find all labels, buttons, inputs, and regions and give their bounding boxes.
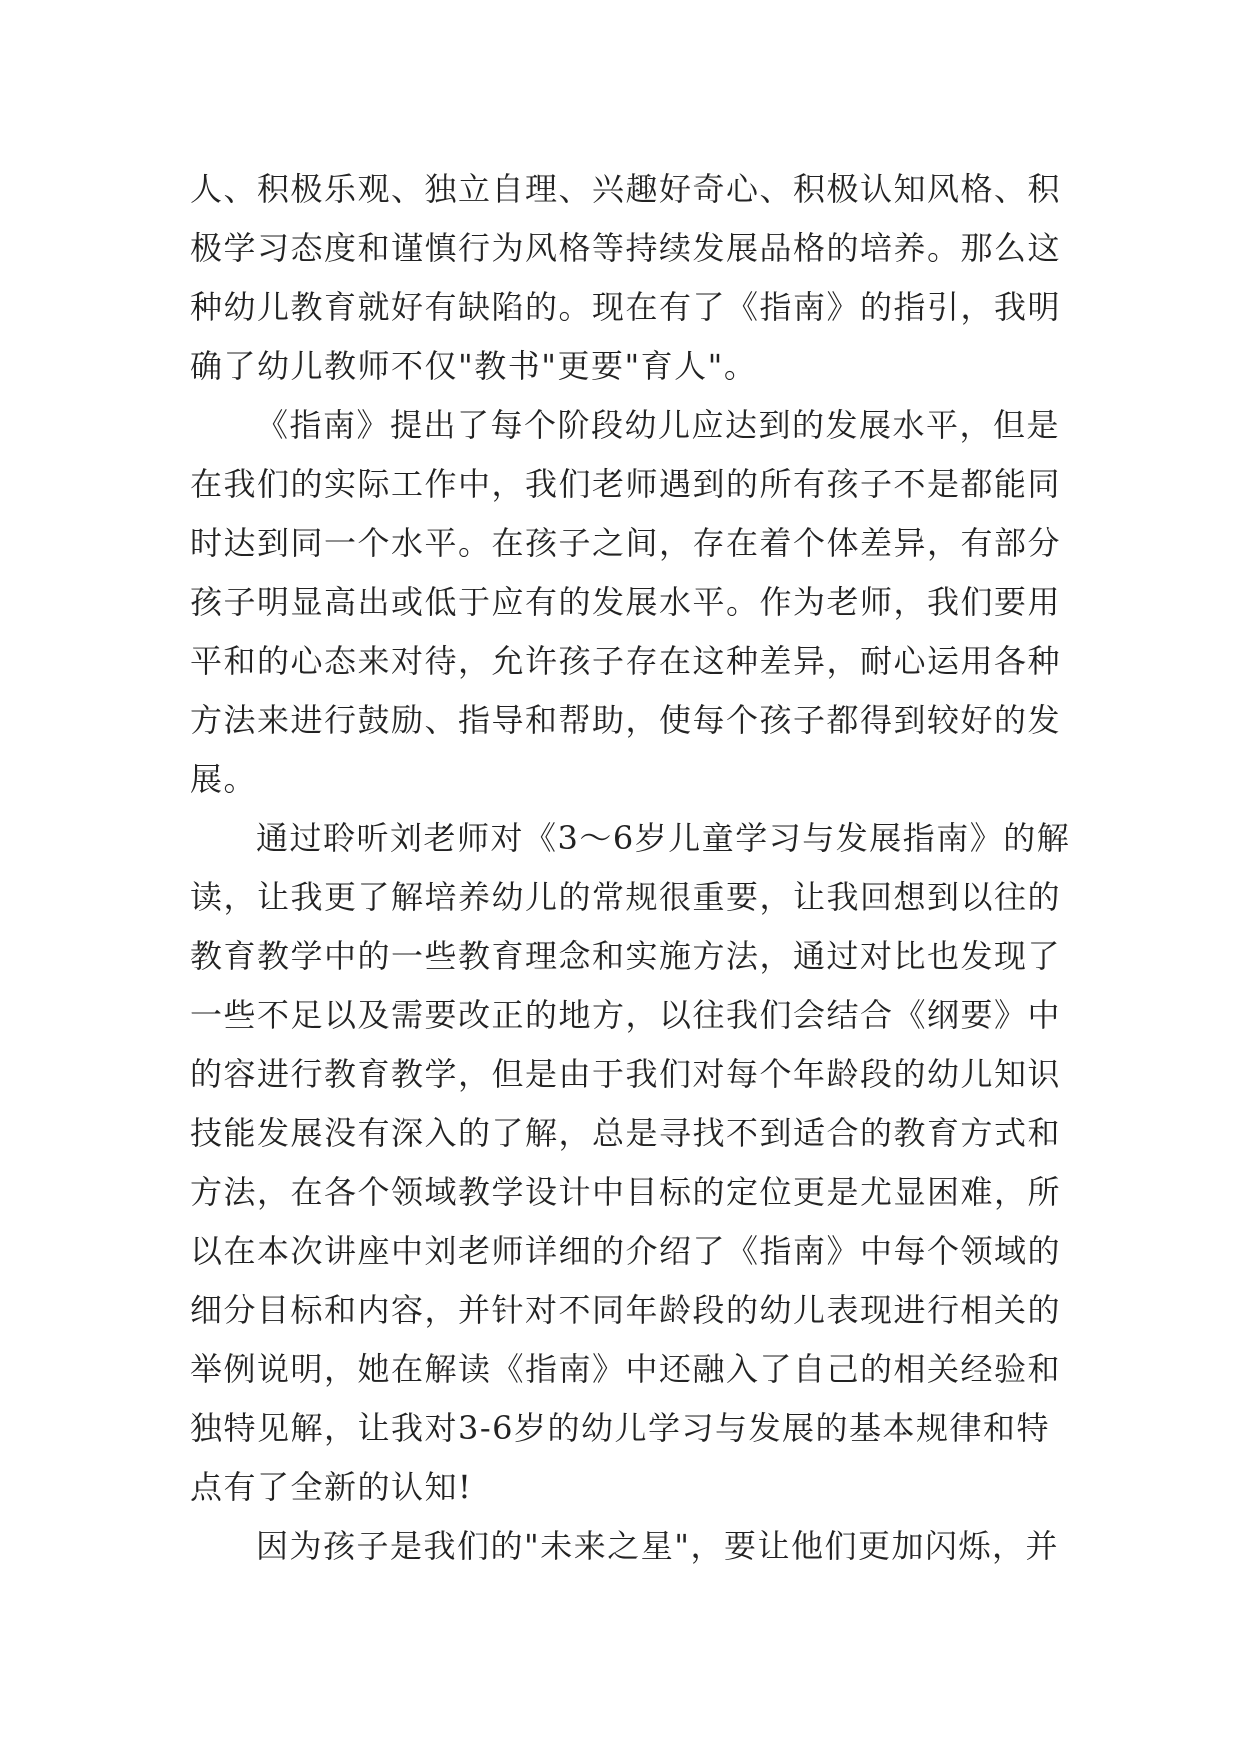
text-line: 展。 — [190, 760, 258, 798]
text-line: 技能发展没有深入的了解，总是寻找不到适合的教育方式和 — [190, 1114, 1062, 1152]
text-line: 孩子明显高出或低于应有的发展水平。作为老师，我们要用 — [190, 583, 1062, 621]
text-line: 细分目标和内容，并针对不同年龄段的幼儿表现进行相关的 — [190, 1291, 1062, 1329]
text-line: 平和的心态来对待，允许孩子存在这种差异，耐心运用各种 — [190, 642, 1062, 680]
text-line: 时达到同一个水平。在孩子之间，存在着个体差异，有部分 — [190, 524, 1062, 562]
text-line: 人、积极乐观、独立自理、兴趣好奇心、积极认知风格、积 — [190, 170, 1062, 208]
paragraph-first-line: 通过聆听刘老师对《3～6岁儿童学习与发展指南》的解 — [256, 819, 1071, 857]
text-line: 点有了全新的认知! — [190, 1468, 473, 1506]
text-line: 在我们的实际工作中，我们老师遇到的所有孩子不是都能同 — [190, 465, 1062, 503]
paragraph-first-line: 因为孩子是我们的"未来之星"，要让他们更加闪烁，并 — [256, 1527, 1059, 1565]
body-text — [190, 160, 1071, 1576]
text-line: 确了幼儿教师不仅"教书"更要"育人"。 — [190, 347, 758, 385]
text-line: 方法来进行鼓励、指导和帮助，使每个孩子都得到较好的发 — [190, 701, 1062, 739]
text-line: 的容进行教育教学，但是由于我们对每个年龄段的幼儿知识 — [190, 1055, 1062, 1093]
text-line: 种幼儿教育就好有缺陷的。现在有了《指南》的指引，我明 — [190, 288, 1062, 326]
text-line: 教育教学中的一些教育理念和实施方法，通过对比也发现了 — [190, 937, 1062, 975]
text-line: 举例说明，她在解读《指南》中还融入了自己的相关经验和 — [190, 1350, 1062, 1388]
paragraph-first-line: 《指南》提出了每个阶段幼儿应达到的发展水平，但是 — [256, 406, 1061, 444]
text-line: 方法，在各个领域教学设计中目标的定位更是尤显困难，所 — [190, 1173, 1062, 1211]
text-line: 独特见解，让我对3-6岁的幼儿学习与发展的基本规律和特 — [190, 1409, 1051, 1447]
text-line: 以在本次讲座中刘老师详细的介绍了《指南》中每个领域的 — [190, 1232, 1062, 1270]
text-line: 极学习态度和谨慎行为风格等持续发展品格的培养。那么这 — [190, 229, 1062, 267]
text-line: 读，让我更了解培养幼儿的常规很重要，让我回想到以往的 — [190, 878, 1062, 916]
text-line: 一些不足以及需要改正的地方，以往我们会结合《纲要》中 — [190, 996, 1062, 1034]
